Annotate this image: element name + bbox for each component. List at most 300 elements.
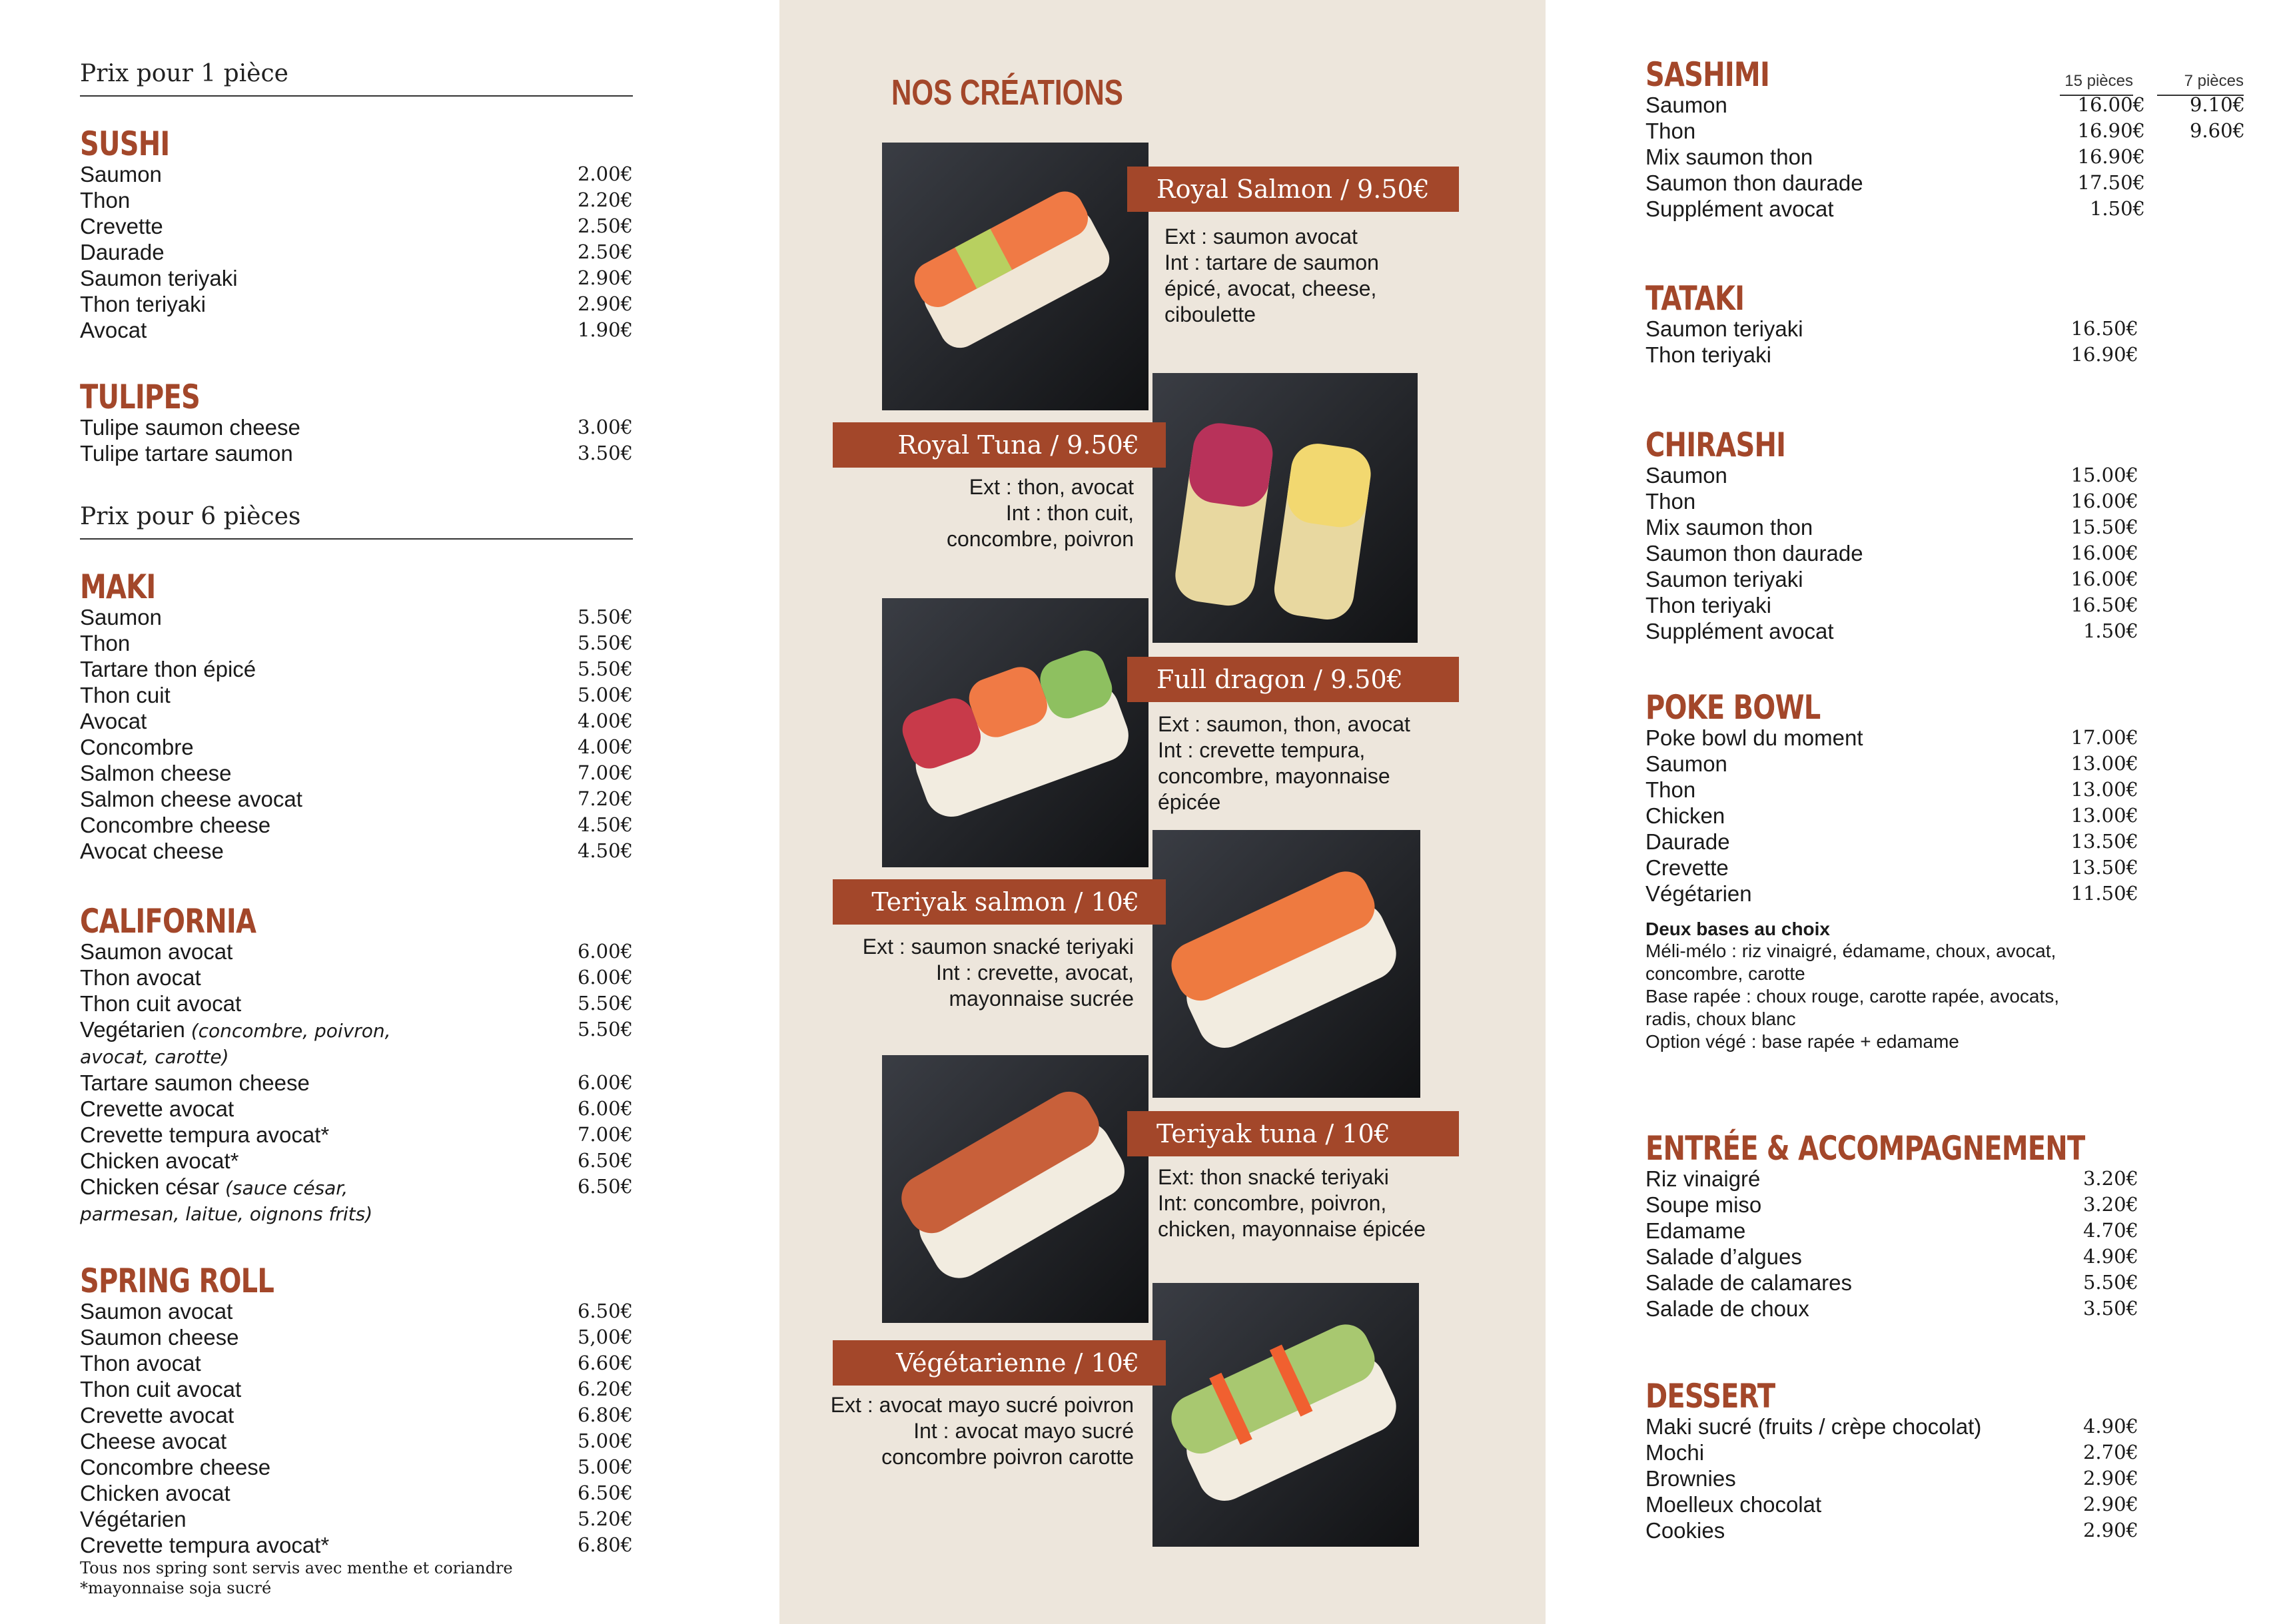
vegetarienne-line-2: Int : avocat mayo sucré (913, 1419, 1134, 1443)
sushi-title: SUSHI (80, 125, 170, 163)
menu-item (80, 1402, 633, 1428)
menu-item (80, 838, 633, 864)
item-name-text: Crevette avocat (80, 1096, 234, 1121)
item-name-text: Mix saumon thon (1645, 515, 1813, 540)
item-name-text: Chicken (1645, 803, 1725, 828)
item-name (80, 213, 553, 239)
item-name (1645, 1414, 2058, 1439)
item-price: 2.50€ (577, 240, 633, 263)
menu-item (1645, 751, 2138, 777)
item-price: 6.50€ (577, 1175, 633, 1198)
sashimi-item (1645, 118, 2245, 144)
royal-salmon-line-2: Int : tartare de saumon (1164, 250, 1379, 274)
item-name-text: Cookies (1645, 1518, 1725, 1543)
item-note: (concombre, poivron, (185, 1020, 391, 1042)
item-name (80, 604, 553, 630)
royal-tuna-desc (846, 474, 1134, 552)
teriyak-tuna-line-1: Ext: thon snacké teriyaki (1158, 1165, 1389, 1189)
item-name-text: Vegétarien (80, 1017, 185, 1042)
menu-item (1645, 881, 2138, 907)
item-price-15: 16.90€ (2077, 145, 2145, 168)
item-price: 5.50€ (577, 606, 633, 628)
item-name-text: Riz vinaigré (1645, 1166, 1761, 1191)
item-price: 1.90€ (577, 318, 633, 341)
item-name-text: Supplément avocat (1645, 619, 1834, 643)
item-price: 6.00€ (577, 1097, 633, 1120)
item-name-text: Tulipe saumon cheese (80, 415, 300, 440)
poke-bases-line-3: Base rapée : choux rouge, carotte rapée, avocats, (1645, 986, 2060, 1007)
menu-item (1645, 1439, 2138, 1465)
item-name (1645, 829, 2058, 855)
tulipes-title: TULIPES (80, 378, 200, 416)
royal-tuna-line-3: concombre, poivron (946, 527, 1134, 551)
vegetarienne-line-3: concombre poivron carotte (881, 1445, 1134, 1469)
item-name-text: Concombre (80, 735, 194, 759)
sashimi-list (1645, 92, 2245, 222)
item-name-text: Saumon teriyaki (1645, 567, 1803, 592)
item-price: 16.00€ (2070, 568, 2138, 590)
item-name-text: Maki sucré (fruits / crèpe chocolat) (1645, 1414, 1982, 1439)
item-price: 2.90€ (2082, 1493, 2138, 1515)
menu-item (80, 1376, 633, 1402)
item-name-text: Saumon (80, 162, 162, 187)
item-name (80, 630, 553, 656)
item-name (80, 317, 553, 343)
item-name-text: Avocat (80, 318, 147, 342)
item-name-text: Chicken césar (80, 1174, 220, 1199)
item-price: 6.80€ (577, 1404, 633, 1426)
menu-item (1645, 1244, 2138, 1270)
item-name (80, 734, 553, 760)
item-price: 13.00€ (2070, 778, 2138, 801)
item-name-text: Thon cuit (80, 683, 171, 707)
sashimi-item (1645, 92, 2245, 118)
royal-salmon-banner: Royal Salmon / 9.50€ (1127, 167, 1459, 212)
menu-item (1645, 540, 2138, 566)
item-name (80, 1480, 553, 1506)
chirashi-list (1645, 462, 2138, 644)
item-name (80, 1376, 553, 1402)
item-price: 16.00€ (2070, 542, 2138, 564)
menu-item (80, 187, 633, 213)
royal-salmon-line-4: ciboulette (1164, 302, 1256, 326)
item-price: 2.20€ (577, 189, 633, 211)
item-price: 5.20€ (577, 1507, 633, 1530)
item-price: 4.50€ (577, 839, 633, 862)
menu-item (1645, 829, 2138, 855)
chirashi-section (1645, 428, 2245, 644)
item-name (80, 1402, 553, 1428)
menu-item (1645, 1192, 2138, 1218)
royal-tuna-line-2: Int : thon cuit, (1005, 501, 1134, 525)
item-name (80, 1350, 553, 1376)
item-name-text: Thon (80, 631, 131, 655)
item-name-text: Saumon teriyaki (1645, 316, 1803, 341)
item-price: 2.90€ (2082, 1467, 2138, 1489)
menu-item (1645, 514, 2138, 540)
tataki-section (1645, 281, 2245, 368)
item-price-15: 17.50€ (2077, 171, 2145, 194)
item-name (1645, 316, 2058, 342)
item-price: 2.90€ (577, 292, 633, 315)
item-name-text: Poke bowl du moment (1645, 725, 1863, 750)
teriyak-salmon-banner: Teriyak salmon / 10€ (833, 879, 1166, 925)
item-name-text: Mochi (1645, 1440, 1705, 1465)
menu-item (1645, 1491, 2138, 1517)
item-price: 5.00€ (577, 1429, 633, 1452)
item-price: 1.50€ (2082, 619, 2138, 642)
item-name: Mix saumon thon (1645, 145, 1813, 169)
menu-item (80, 682, 633, 708)
item-price: 6.20€ (577, 1378, 633, 1400)
item-name-text: Salmon cheese (80, 761, 232, 785)
teriyak-salmon-line-1: Ext : saumon snacké teriyaki (862, 935, 1134, 959)
item-name-text: Saumon (1645, 751, 1727, 776)
entree-title: ENTRÉE & ACCOMPAGNEMENT (1645, 1129, 2085, 1168)
item-name-text: Daurade (1645, 829, 1730, 854)
item-name-text: Avocat (80, 709, 147, 733)
item-price-15: 16.90€ (2077, 119, 2145, 142)
menu-item (1645, 1517, 2138, 1543)
item-name (80, 760, 553, 786)
teriyak-tuna-desc (1158, 1164, 1426, 1242)
item-price-15: 16.00€ (2077, 93, 2145, 116)
item-name-text: Tartare saumon cheese (80, 1070, 310, 1095)
item-name-text: Thon avocat (80, 1351, 201, 1376)
item-price: 6.00€ (577, 940, 633, 963)
item-note: (sauce césar, (219, 1177, 348, 1199)
item-name-text: Thon teriyaki (1645, 342, 1771, 367)
item-name (1645, 1166, 2058, 1192)
menu-item (1645, 777, 2138, 803)
entree-section (1645, 1131, 2245, 1322)
menu-item (80, 291, 633, 317)
item-price: 2.00€ (577, 163, 633, 185)
item-price: 16.00€ (2070, 490, 2138, 512)
item-name (1645, 488, 2058, 514)
item-name (1645, 1296, 2058, 1322)
menu-item (1645, 488, 2138, 514)
item-name (80, 1324, 553, 1350)
item-price: 3.20€ (2082, 1193, 2138, 1216)
item-name (80, 786, 553, 812)
california-section (80, 904, 633, 1227)
item-name (80, 1122, 553, 1148)
spring-footnote-2: *mayonnaise soja sucré (80, 1579, 272, 1597)
creations-panel (779, 0, 1546, 1624)
teriyak-tuna-banner: Teriyak tuna / 10€ (1127, 1111, 1459, 1156)
menu-item (1645, 1414, 2138, 1439)
dessert-section (1645, 1379, 2245, 1543)
menu-item (80, 708, 633, 734)
item-price: 6.60€ (577, 1352, 633, 1374)
item-price: 15.00€ (2070, 464, 2138, 486)
item-price-15: 1.50€ (2089, 197, 2145, 220)
item-name (1645, 1244, 2058, 1270)
teriyak-salmon-line-2: Int : crevette, avocat, (935, 961, 1134, 985)
vegetarienne-photo (1152, 1283, 1419, 1547)
item-name (80, 682, 553, 708)
item-name-text: Edamame (1645, 1218, 1746, 1243)
teriyak-tuna-line-2: Int: concombre, poivron, (1158, 1191, 1387, 1215)
item-name (80, 838, 553, 864)
menu-item (1645, 1166, 2138, 1192)
menu-item (80, 786, 633, 812)
item-name-text: Brownies (1645, 1466, 1736, 1491)
menu-item (1645, 725, 2138, 751)
poke-bases (1645, 940, 2245, 1053)
vegetarienne-image (1152, 1283, 1419, 1547)
sushi-list (80, 161, 633, 343)
item-name-text: Thon avocat (80, 965, 201, 990)
menu-item (80, 440, 633, 466)
item-price: 17.00€ (2070, 726, 2138, 749)
item-price: 16.90€ (2070, 343, 2138, 366)
item-price: 5.50€ (577, 631, 633, 654)
royal-salmon-desc (1164, 224, 1379, 328)
item-name (80, 708, 553, 734)
royal-tuna-banner: Royal Tuna / 9.50€ (833, 422, 1166, 468)
item-name (80, 939, 553, 965)
tataki-title: TATAKI (1645, 279, 1745, 318)
full-dragon-line-2: Int : crevette tempura, (1158, 738, 1366, 762)
item-name-text: Daurade (80, 240, 165, 264)
menu-item (80, 1350, 633, 1376)
vegetarienne-desc (799, 1392, 1134, 1470)
item-name (1645, 514, 2058, 540)
item-name (80, 812, 553, 838)
poke-bases-line-5: Option végé : base rapée + edamame (1645, 1031, 1959, 1052)
spring-roll-section (80, 1264, 633, 1598)
royal-salmon-line-1: Ext : saumon avocat (1164, 224, 1358, 248)
menu-item (1645, 618, 2138, 644)
item-name-text: Saumon thon daurade (1645, 541, 1863, 566)
teriyak-salmon-desc (833, 934, 1134, 1012)
item-name (80, 239, 553, 265)
poke-bowl-title: POKE BOWL (1645, 688, 1821, 727)
item-name-text: Saumon teriyaki (80, 266, 238, 290)
full-dragon-desc (1158, 711, 1410, 815)
full-dragon-image (882, 598, 1148, 867)
menu-item (80, 1122, 633, 1148)
menu-item (80, 213, 633, 239)
item-name-text: Tulipe tartare saumon (80, 441, 293, 466)
dessert-list (1645, 1414, 2138, 1543)
poke-bases-line-1: Méli-mélo : riz vinaigré, édamame, choux, avocat, (1645, 941, 2056, 961)
item-name (80, 1506, 553, 1532)
item-name (80, 414, 553, 440)
item-name (80, 965, 553, 991)
item-price: 6.50€ (577, 1481, 633, 1504)
item-name (1645, 725, 2058, 751)
royal-salmon-line-3: épicé, avocat, cheese, (1164, 276, 1377, 300)
item-name (80, 161, 553, 187)
maki-list (80, 604, 633, 864)
item-price: 4.90€ (2082, 1245, 2138, 1268)
item-price-7: 9.10€ (2189, 93, 2245, 116)
item-price: 5.00€ (577, 1455, 633, 1478)
item-price: 13.00€ (2070, 804, 2138, 827)
menu-item (1645, 1218, 2138, 1244)
menu-item (1645, 592, 2138, 618)
item-name (80, 1428, 553, 1454)
item-price: 5,00€ (577, 1326, 633, 1348)
entree-list (1645, 1166, 2138, 1322)
item-name (1645, 777, 2058, 803)
item-name-text: Thon cuit avocat (80, 991, 242, 1016)
item-name (1645, 803, 2058, 829)
item-note-cont: avocat, carotte) (80, 1046, 229, 1068)
menu-item (80, 656, 633, 682)
item-name (80, 187, 553, 213)
item-name-text: Thon teriyaki (1645, 593, 1771, 617)
menu-item (80, 939, 633, 965)
teriyak-tuna-photo (882, 1055, 1148, 1323)
royal-salmon-photo (882, 143, 1148, 410)
menu-item (80, 1454, 633, 1480)
price-six-label: Prix pour 6 pièces (80, 503, 633, 540)
item-price: 16.50€ (2070, 594, 2138, 616)
menu-item (1645, 1296, 2138, 1322)
item-name (80, 1096, 553, 1122)
item-name: Saumon (1645, 93, 1727, 117)
poke-bases-line-2: concombre, carotte (1645, 963, 1805, 984)
item-name (1645, 566, 2058, 592)
tulipes-list (80, 414, 633, 466)
menu-item (1645, 1270, 2138, 1296)
menu-item (80, 414, 633, 440)
item-name-text: Thon (1645, 489, 1696, 514)
item-name-text: Crevette tempura avocat* (80, 1533, 330, 1557)
sashimi-col-15: 15 pièces (2060, 72, 2133, 96)
item-name-text: Thon cuit avocat (80, 1377, 242, 1402)
item-name (80, 656, 553, 682)
item-price: 3.50€ (2082, 1297, 2138, 1320)
item-name-text: Chicken avocat* (80, 1148, 239, 1173)
item-price: 2.90€ (2082, 1519, 2138, 1541)
item-name-text: Saumon (1645, 463, 1727, 488)
menu-item (1645, 855, 2138, 881)
item-price: 6.00€ (577, 1071, 633, 1094)
item-price: 6.50€ (577, 1149, 633, 1172)
tataki-list (1645, 316, 2138, 368)
item-name (1645, 855, 2058, 881)
item-name (80, 291, 553, 317)
menu-item (80, 734, 633, 760)
price-one-label: Prix pour 1 pièce (80, 60, 633, 97)
menu-item (1645, 462, 2138, 488)
item-note-cont: parmesan, laitue, oignons frits) (80, 1203, 373, 1225)
item-name-text: Thon (1645, 777, 1696, 802)
item-name (1645, 1439, 2058, 1465)
menu-item (80, 1480, 633, 1506)
item-name: Saumon thon daurade (1645, 171, 1863, 195)
full-dragon-photo (882, 598, 1148, 867)
item-name (1645, 1517, 2058, 1543)
sashimi-title: SASHIMI (1645, 55, 1770, 94)
royal-tuna-image (1152, 373, 1418, 643)
item-name (1645, 881, 2058, 907)
menu-item (80, 161, 633, 187)
poke-bowl-section (1645, 690, 2245, 1053)
item-name-text: Salade d’algues (1645, 1244, 1802, 1269)
item-name (80, 1454, 553, 1480)
item-name-text: Crevette (1645, 855, 1729, 880)
menu-item (80, 1324, 633, 1350)
item-price: 6.00€ (577, 966, 633, 989)
menu-item (80, 812, 633, 838)
item-price: 7.00€ (577, 761, 633, 784)
item-price: 7.20€ (577, 787, 633, 810)
item-price: 5.50€ (577, 657, 633, 680)
menu-item (80, 1506, 633, 1532)
item-price: 5.50€ (577, 992, 633, 1015)
sashimi-section (1645, 57, 2245, 222)
item-name-text: Tartare thon épicé (80, 657, 256, 681)
california-list (80, 939, 633, 1227)
item-price: 4.00€ (577, 735, 633, 758)
maki-section (80, 570, 633, 864)
menu-item (80, 1096, 633, 1122)
item-name (1645, 1491, 2058, 1517)
item-price: 6.50€ (577, 1300, 633, 1322)
item-name-text: Salmon cheese avocat (80, 787, 302, 811)
item-price: 3.50€ (577, 442, 633, 464)
royal-tuna-line-1: Ext : thon, avocat (969, 475, 1134, 499)
item-price: 4.90€ (2082, 1415, 2138, 1437)
price-one-header (80, 60, 633, 121)
menu-item (80, 965, 633, 991)
teriyak-salmon-line-3: mayonnaise sucrée (949, 987, 1134, 1011)
full-dragon-line-1: Ext : saumon, thon, avocat (1158, 712, 1410, 736)
item-name (1645, 618, 2058, 644)
item-name (1645, 1192, 2058, 1218)
menu-item (1645, 342, 2138, 368)
menu-item (1645, 1465, 2138, 1491)
item-price: 15.50€ (2070, 516, 2138, 538)
item-name-text: Végétarien (1645, 881, 1752, 906)
item-name (80, 440, 553, 466)
item-name (80, 1532, 553, 1558)
item-name-text: Saumon avocat (80, 1299, 233, 1324)
menu-item (1645, 566, 2138, 592)
item-price: 7.00€ (577, 1123, 633, 1146)
chirashi-title: CHIRASHI (1645, 426, 1786, 464)
item-name-text: Thon (80, 188, 131, 212)
item-name-text: Crevette avocat (80, 1403, 234, 1427)
poke-bowl-list (1645, 725, 2138, 907)
item-name (1645, 592, 2058, 618)
menu-item (80, 265, 633, 291)
item-name (80, 1298, 553, 1324)
menu-item (1645, 316, 2138, 342)
menu-item (80, 1174, 633, 1227)
item-name-text: Saumon (80, 605, 162, 629)
menu-item (80, 1298, 633, 1324)
sashimi-item (1645, 170, 2245, 196)
item-price: 6.80€ (577, 1533, 633, 1556)
item-name (1645, 751, 2058, 777)
menu-item (80, 1532, 633, 1558)
item-price: 2.50€ (577, 214, 633, 237)
menu-item (80, 1016, 633, 1070)
item-price: 5.50€ (2082, 1271, 2138, 1294)
price-six-header (80, 503, 633, 564)
item-name (1645, 342, 2058, 368)
item-name (80, 1174, 553, 1227)
item-name (80, 1070, 553, 1096)
vegetarienne-banner: Végétarienne / 10€ (833, 1340, 1166, 1386)
